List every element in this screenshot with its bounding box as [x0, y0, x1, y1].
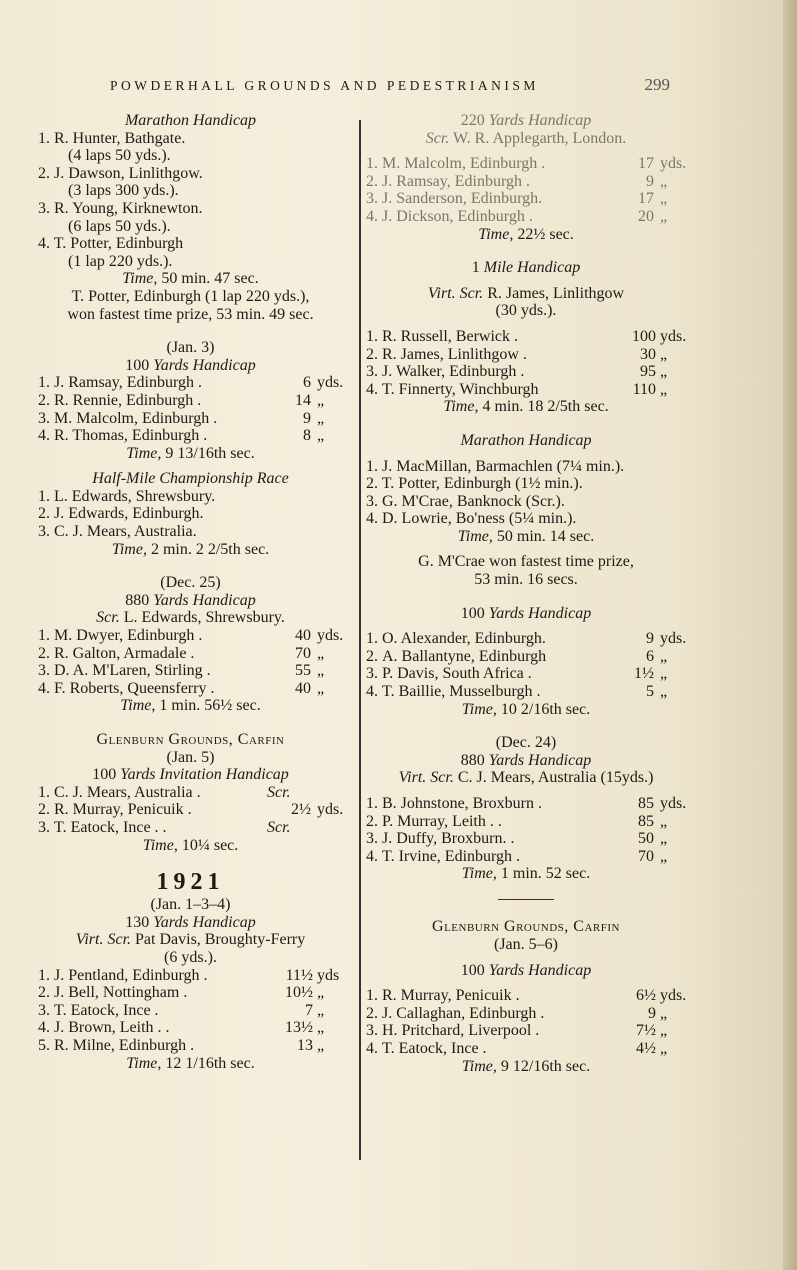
table-row: 4. J. Brown, Leith . . 13½ „ [38, 1019, 325, 1037]
entry-detail: (1 lap 220 yds.). [68, 252, 173, 270]
page-number: 299 [644, 75, 670, 94]
column-divider [359, 120, 361, 1160]
result-list [38, 130, 343, 271]
list-item: 2. J. Edwards, Edinburgh. [38, 505, 204, 523]
race-time: Time, 1 min. 56½ sec. [120, 697, 261, 715]
table-row: 1. M. Dwyer, Edinburgh . 40 yds. [38, 627, 344, 645]
table-row: 2. R. Murray, Penicuik . 2½ yds. [38, 801, 344, 819]
section-title: 100 Yards Handicap [460, 961, 592, 979]
table-row: 3. P. Davis, South Africa . 1½ „ [366, 665, 668, 683]
section-title: 130 Yards Handicap [125, 913, 256, 931]
table-row: 1. J. Ramsay, Edinburgh . 6 yds. [38, 374, 344, 392]
note-line: won fastest time prize, 53 min. 49 sec. [67, 305, 314, 323]
list-item: 3. R. Young, Kirknewton. [38, 199, 203, 217]
year-heading: 1921 [156, 869, 225, 896]
table-row: 3. T. Eatock, Ince . . Scr. [38, 818, 291, 836]
table-row: 1. B. Johnstone, Broxburn . 85 yds. [366, 795, 687, 812]
header-title: POWDERHALL GROUNDS AND PEDESTRIANISM [110, 78, 539, 93]
section-title: Marathon Handicap [460, 431, 592, 449]
section-title: 1 Mile Handicap [471, 259, 581, 277]
list-item: 1. L. Edwards, Shrewsbury. [38, 487, 216, 505]
race-time: Time, 12 1/16th sec. [126, 1054, 255, 1072]
section-title: Half-Mile Championship Race [92, 470, 289, 488]
table-row: 1. R. Murray, Penicuik . 6½ yds. [366, 987, 687, 1005]
section-title: 100 Yards Invitation Handicap [92, 766, 289, 784]
section-title: 100 Yards Handicap [460, 604, 592, 622]
entry-detail: (6 laps 50 yds.). [68, 217, 171, 235]
table-row: 3. J. Walker, Edinburgh . 95 „ [366, 363, 668, 381]
table-row: 4. T. Eatock, Ince . 4½ „ [366, 1040, 668, 1058]
table-row: 3. D. A. M'Laren, Stirling . 55 „ [38, 662, 325, 680]
list-item: 2. J. Dawson, Linlithgow. [38, 164, 203, 182]
scratch-detail: (30 yds.). [495, 302, 557, 320]
table-row: 4. R. Thomas, Edinburgh . 8 „ [38, 427, 325, 445]
table-row: 3. J. Sanderson, Edinburgh. 17 „ [366, 190, 668, 208]
race-time: Time, 50 min. 14 sec. [457, 527, 595, 545]
table-row: 2. J. Ramsay, Edinburgh . 9 „ [366, 172, 668, 190]
event-date: (Dec. 25) [160, 574, 221, 592]
entry-detail: (3 laps 300 yds.). [68, 182, 179, 200]
race-time: Time, 1 min. 52 sec. [461, 865, 591, 883]
table-row: 1. M. Malcolm, Edinburgh . 17 yds. [366, 155, 687, 173]
list-item: 3. G. M'Crae, Banknock (Scr.). [366, 492, 565, 510]
race-time: Time, 9 13/16th sec. [126, 444, 255, 462]
table-row: 2. R. Rennie, Edinburgh . 14 „ [38, 391, 325, 409]
list-item: 4. D. Lowrie, Bo'ness (5¼ min.). [366, 510, 577, 528]
section-rule [498, 899, 554, 901]
list-item: 3. C. J. Mears, Australia. [38, 523, 197, 541]
race-time: Time, 9 12/16th sec. [461, 1057, 591, 1075]
race-time: Time, 10 2/16th sec. [461, 700, 591, 718]
venue-title: Glenburn Grounds, Carfin [96, 731, 285, 748]
table-row: 1. R. Russell, Berwick . 100 yds. [366, 327, 687, 345]
table-row: 3. H. Pritchard, Liverpool . 7½ „ [366, 1022, 668, 1040]
table-row: 1. O. Alexander, Edinburgh. 9 yds. [366, 630, 687, 648]
scratch-line: Scr. W. R. Applegarth, London. [425, 129, 627, 147]
list-item: 1. R. Hunter, Bathgate. [38, 129, 186, 147]
table-row: 4. T. Baillie, Musselburgh . 5 „ [366, 683, 668, 701]
scratch-detail: (6 yds.). [164, 948, 217, 966]
table-row: 4. T. Finnerty, Winchburgh 110 „ [366, 380, 668, 398]
table-row: 1. C. J. Mears, Australia . Scr. [38, 783, 291, 801]
right-column [366, 112, 686, 1075]
table-row: 3. J. Duffy, Broxburn. . 50 „ [366, 830, 668, 848]
section-title: 880 Yards Handicap [125, 591, 256, 609]
table-row: 3. M. Malcolm, Edinburgh . 9 „ [38, 409, 325, 427]
event-date: (Jan. 5) [166, 748, 215, 766]
table-row: 5. R. Milne, Edinburgh . 13 „ [38, 1036, 325, 1054]
race-time: Time, 22½ sec. [478, 225, 574, 243]
table-row: 2. A. Ballantyne, Edinburgh 6 „ [366, 647, 668, 665]
table-row: 2. P. Murray, Leith . . 85 „ [366, 812, 668, 830]
list-item: 4. T. Potter, Edinburgh [38, 235, 184, 253]
venue-title: Glenburn Grounds, Carfin [432, 918, 620, 936]
entry-detail: (4 laps 50 yds.). [68, 147, 171, 165]
section-title: Marathon Handicap [124, 112, 257, 129]
scratch-line: Virt. Scr. R. James, Linlithgow [427, 284, 625, 302]
table-row: 1. J. Pentland, Edinburgh . 11½ yds [38, 966, 340, 984]
note-line: G. M'Crae won fastest time prize, [418, 553, 634, 571]
table-row: 2. R. James, Linlithgow . 30 „ [366, 345, 668, 363]
event-date: (Dec. 24) [495, 734, 557, 752]
section-title: 880 Yards Handicap [460, 751, 592, 769]
table-row: 4. J. Dickson, Edinburgh . 20 „ [366, 207, 668, 225]
left-column [38, 112, 343, 1072]
race-time: Time, 4 min. 18 2/5th sec. [443, 398, 609, 416]
table-row: 4. F. Roberts, Queensferry . 40 „ [38, 679, 325, 697]
list-item: 2. T. Potter, Edinburgh (1½ min.). [366, 475, 583, 493]
event-date: (Jan. 3) [166, 339, 215, 357]
table-row: 2. J. Callaghan, Edinburgh . 9 „ [366, 1004, 668, 1022]
table-row: 3. T. Eatock, Ince . 7 „ [38, 1001, 325, 1019]
note-line: 53 min. 16 secs. [474, 571, 578, 589]
section-title: 220 Yards Handicap [460, 112, 592, 129]
scratch-line: Virt. Scr. C. J. Mears, Australia (15yds.) [398, 769, 654, 787]
list-item: 1. J. MacMillan, Barmachlen (7¼ min.). [366, 457, 625, 475]
race-time: Time, 2 min. 2 2/5th sec. [111, 540, 270, 558]
running-header [110, 75, 670, 94]
table-row: 2. R. Galton, Armadale . 70 „ [38, 644, 325, 662]
race-time: Time, 10¼ sec. [142, 836, 239, 854]
scratch-line: Virt. Scr. Pat Davis, Broughty-Ferry [75, 931, 306, 949]
race-time: Time, 50 min. 47 sec. [122, 270, 259, 288]
event-date: (Jan. 1–3–4) [150, 896, 231, 914]
scratch-line: Scr. L. Edwards, Shrewsbury. [96, 609, 285, 627]
event-date: (Jan. 5–6) [494, 936, 558, 954]
note-line: T. Potter, Edinburgh (1 lap 220 yds.), [71, 287, 310, 305]
page-edge [783, 0, 797, 1270]
table-row: 4. T. Irvine, Edinburgh . 70 „ [366, 847, 668, 865]
table-row: 2. J. Bell, Nottingham . 10½ „ [38, 984, 325, 1002]
section-title: 100 Yards Handicap [125, 356, 256, 374]
